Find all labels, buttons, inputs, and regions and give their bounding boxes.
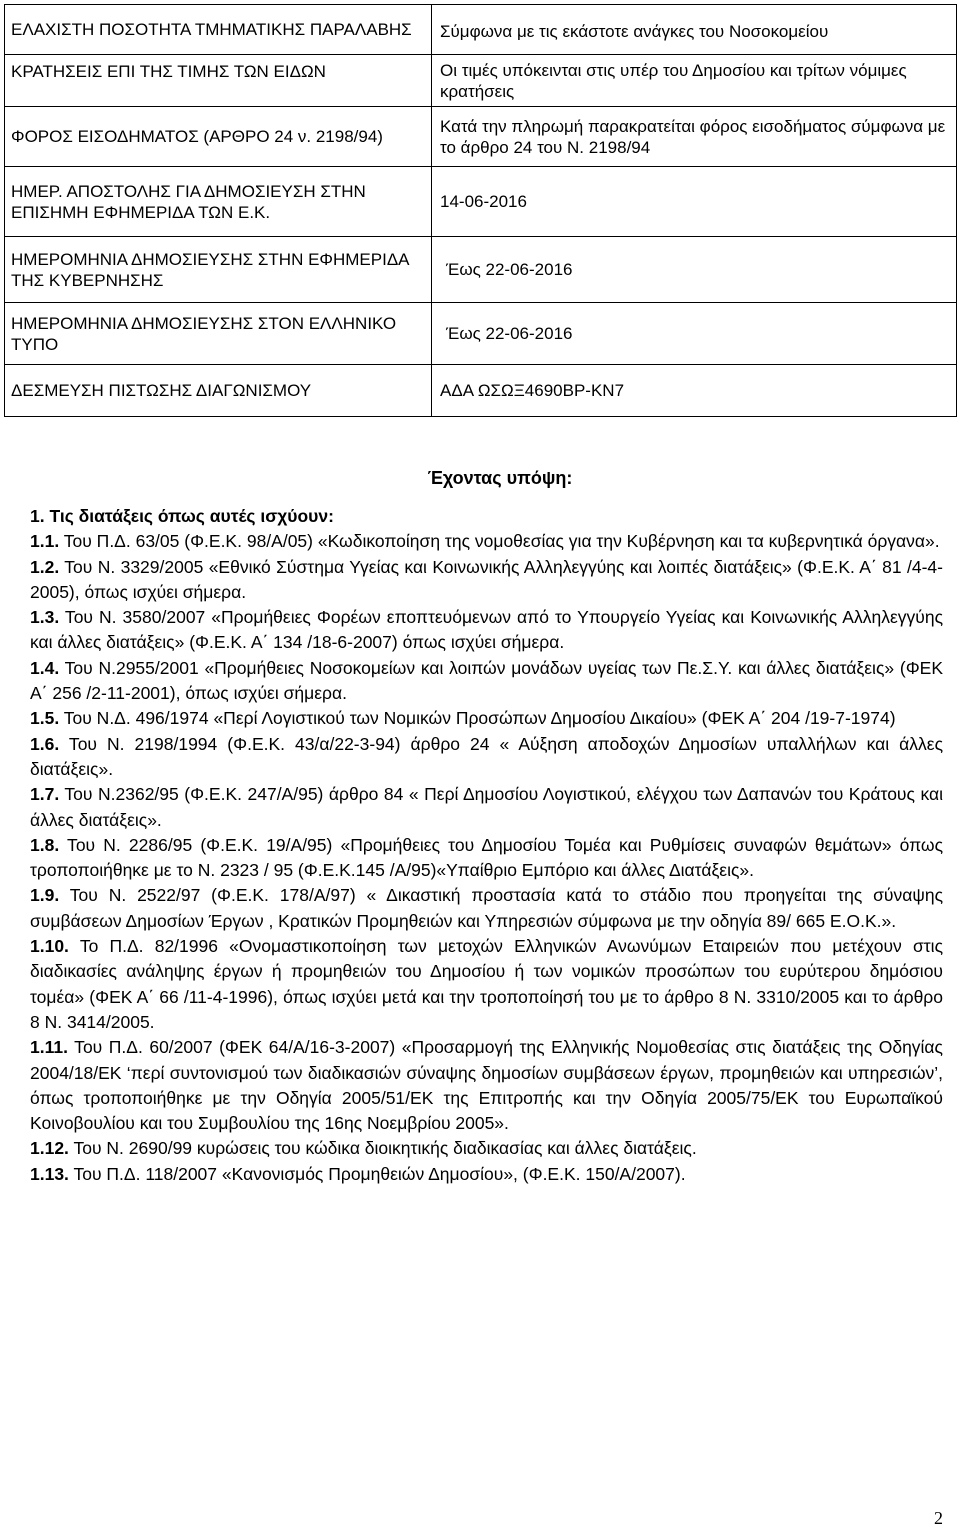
info-label: ΚΡΑΤΗΣΕΙΣ ΕΠΙ ΤΗΣ ΤΙΜΗΣ ΤΩΝ ΕΙΔΩΝ <box>5 55 432 107</box>
info-value: Οι τιμές υπόκεινται στις υπέρ του Δημοσίου και τρίτων νόμιμες κρατήσεις <box>432 55 957 107</box>
item-text: Του Ν. 2522/97 (Φ.Ε.Κ. 178/Α/97) « Δικαστική προστασία κατά το στάδιο που προηγείται της σύναψης συμβάσεων Δημοσίων Έργων , Κρατικών Προμηθειών και Υπηρεσιών σύμφωνα με την οδηγία 89/ 665 Ε.Ο.Κ.». <box>30 885 944 931</box>
list-item <box>30 833 943 884</box>
item-number: 1.9. <box>30 885 60 906</box>
item-text: Του Π.Δ. 63/05 (Φ.Ε.Κ. 98/Α/05) «Κωδικοποίηση της νομοθεσίας για την Κυβέρνηση και τα κυβερνητικά όργανα». <box>63 531 940 552</box>
item-number: 1.5. <box>30 708 60 729</box>
item-text: Του Ν. 2690/99 κυρώσεις του κώδικα διοικητικής διαδικασίας και άλλες διατάξεις. <box>73 1138 697 1159</box>
list-item <box>30 1136 943 1161</box>
list-item <box>30 782 943 833</box>
list-item <box>30 1035 943 1136</box>
info-label: ΗΜΕΡΟΜΗΝΙΑ ΔΗΜΟΣΙΕΥΣΗΣ ΣΤΗΝ ΕΦΗΜΕΡΙΔΑ ΤΗΣ ΚΥΒΕΡΝΗΣΗΣ <box>5 237 432 303</box>
item-text: Του Ν.2362/95 (Φ.Ε.Κ. 247/Α/95) άρθρο 84 « Περί Δημοσίου Λογιστικού, ελέγχου των Δαπανών του Κράτους και άλλες διατάξεις». <box>30 784 943 830</box>
item-text: Του Ν. 3329/2005 «Εθνικό Σύστημα Υγείας και Κοινωνικής Αλληλεγγύης και λοιπές διατάξεις» (Φ.Ε.Κ. Α΄ 81 /4-4-2005), όπως ισχύει σήμερα. <box>30 556 943 602</box>
info-value: Σύμφωνα με τις εκάστοτε ανάγκες του Νοσοκομείου <box>432 5 957 55</box>
page-number: 2 <box>934 1508 943 1528</box>
info-label: ΦΟΡΟΣ ΕΙΣΟΔΗΜΑΤΟΣ (ΑΡΘΡΟ 24 ν. 2198/94) <box>5 107 432 167</box>
info-value: Κατά την πληρωμή παρακρατείται φόρος εισοδήματος σύμφωνα με το άρθρο 24 του Ν. 2198/94 <box>432 107 957 167</box>
list-item <box>30 934 943 1035</box>
item-number: 1.7. <box>30 784 60 805</box>
list-item <box>30 555 943 606</box>
info-label: ΕΛΑΧΙΣΤΗ ΠΟΣΟΤΗΤΑ ΤΜΗΜΑΤΙΚΗΣ ΠΑΡΑΛΑΒΗΣ <box>5 5 432 55</box>
list-item <box>30 656 943 707</box>
item-text: Του Ν. 2198/1994 (Φ.Ε.Κ. 43/α/22-3-94) άρθρο 24 « Αύξηση αποδοχών Δημοσίων υπαλλήλων και άλλες διατάξεις». <box>30 733 944 779</box>
list-item <box>30 883 943 934</box>
info-value: 14-06-2016 <box>432 167 957 237</box>
item-number: 1.8. <box>30 834 60 855</box>
info-value: ΑΔΑ ΩΣΩΞ4690ΒΡ-ΚΝ7 <box>432 365 957 417</box>
info-value: Έως 22-06-2016 <box>432 237 957 303</box>
item-number: 1.1. <box>30 531 60 552</box>
item-text: Το Π.Δ. 82/1996 «Ονομαστικοποίηση των μετοχών Ελληνικών Ανωνύμων Εταιρειών που μετέχουν στις διαδικασίες ανάληψης έργων ή προμηθειών του Δημοσίου ή των νομικών προσώπων του ευρύτερου δημόσιου τομέα» (ΦΕΚ Α΄ 66 /11-4-1996), όπως ισχύει μετά και την τροποποίησή του με το άρθρο 8 Ν. 3310/2005 και το άρθρο 8 Ν. 3414/2005. <box>30 936 943 1032</box>
info-table <box>4 4 957 417</box>
item-number: 1.3. <box>30 607 60 628</box>
item-number: 1.11. <box>30 1037 68 1058</box>
list-item <box>30 732 943 783</box>
item-number: 1.4. <box>30 657 60 678</box>
section-title: 1. Τις διατάξεις όπως αυτές ισχύουν: <box>30 506 334 526</box>
item-number: 1.6. <box>30 733 60 754</box>
item-text: Του Ν. 3580/2007 «Προμήθειες Φορέων εποπτευόμενων από το Υπουργείο Υγείας και Κοινωνικής Αλληλεγγύης και άλλες διατάξεις» (Φ.Ε.Κ. Α΄ 134 /18-6-2007) όπως ισχύει σήμερα. <box>30 607 944 653</box>
item-number: 1.10. <box>30 936 69 957</box>
info-label: ΔΕΣΜΕΥΣΗ ΠΙΣΤΩΣΗΣ ΔΙΑΓΩΝΙΣΜΟΥ <box>5 365 432 417</box>
item-text: Του Ν. 2286/95 (Φ.Ε.Κ. 19/Α/95) «Προμήθειες του Δημοσίου Τομέα και Ρυθμίσεις συναφών θεμάτων» όπως τροποποιήθηκε με το Ν. 2323 / 95 (Φ.Ε.Κ.145 /Α/95)«Υπαίθριο Εμπόριο και άλλες Διατάξεις». <box>30 834 943 881</box>
document-body <box>30 504 943 1187</box>
section-heading: Έχοντας υπόψη: <box>427 468 573 488</box>
item-number: 1.2. <box>30 556 60 577</box>
info-value: Έως 22-06-2016 <box>432 303 957 365</box>
item-text: Του Π.Δ. 118/2007 «Κανονισμός Προμηθειών Δημοσίου», (Φ.Ε.Κ. 150/Α/2007). <box>73 1163 686 1184</box>
item-number: 1.12. <box>30 1138 69 1159</box>
item-text: Του Π.Δ. 60/2007 (ΦΕΚ 64/Α/16-3-2007) «Προσαρμογή της Ελληνικής Νομοθεσίας στις διατάξεις της Οδηγίας 2004/18/ΕΚ ‘περί συντονισμού των διαδικασιών σύναψης δημοσίων συμβάσεων έργων, προμηθειών και υπηρεσιών’, όπως τροποποιήθηκε με την Οδηγία 2005/51/ΕΚ της Επιτροπής και την Οδηγία 2005/75/ΕΚ του Ευρωπαϊκού Κοινοβουλίου και του Συμβουλίου της 16ης Νοεμβρίου 2005». <box>30 1037 943 1134</box>
list-item <box>30 1162 943 1187</box>
list-item <box>30 605 943 656</box>
list-item <box>30 529 943 554</box>
info-label: ΗΜΕΡ. ΑΠΟΣΤΟΛΗΣ ΓΙΑ ΔΗΜΟΣΙΕΥΣΗ ΣΤΗΝ ΕΠΙΣΗΜΗ ΕΦΗΜΕΡΙΔΑ ΤΩΝ Ε.Κ. <box>5 167 432 237</box>
item-text: Του Ν.Δ. 496/1974 «Περί Λογιστικού των Νομικών Προσώπων Δημοσίου Δικαίου» (ΦΕΚ Α΄ 204 /19-7-1974) <box>63 708 896 729</box>
info-label: ΗΜΕΡΟΜΗΝΙΑ ΔΗΜΟΣΙΕΥΣΗΣ ΣΤΟΝ ΕΛΛΗΝΙΚΟ ΤΥΠΟ <box>5 303 432 365</box>
item-number: 1.13. <box>30 1163 69 1184</box>
list-item <box>30 706 943 731</box>
item-text: Του Ν.2955/2001 «Προμήθειες Νοσοκομείων και λοιπών μονάδων υγείας των Πε.Σ.Υ. και άλλες διατάξεις» (ΦΕΚ Α΄ 256 /2-11-2001), όπως ισχύει σήμερα. <box>30 657 943 704</box>
